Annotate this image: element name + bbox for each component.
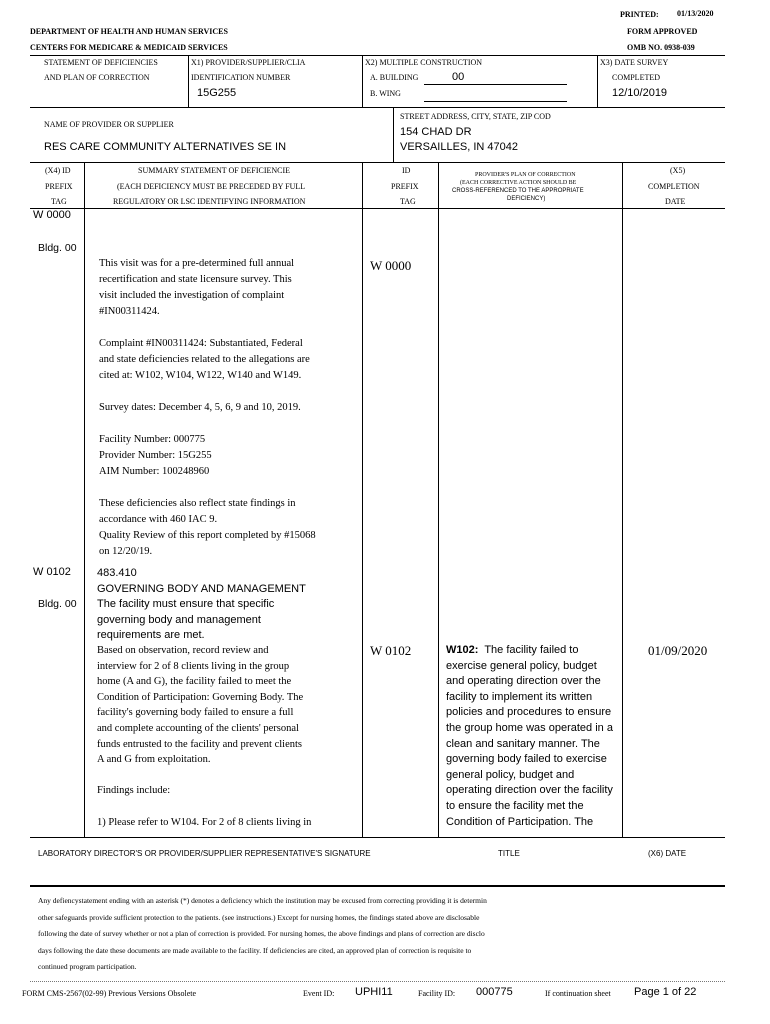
entry1-p3-l1: Survey dates: December 4, 5, 6, 9 and 10, 2019.	[99, 402, 301, 413]
entry1-p5-l3: Quality Review of this report completed by #15068	[99, 530, 316, 541]
entry2-plan-first: The facility failed to	[478, 644, 579, 656]
provider-id-value: 15G255	[197, 87, 237, 99]
entry1-bldg: Bldg. 00	[38, 242, 77, 254]
entry1-p2-l2: and state deficiencies related to the allegations are	[99, 354, 310, 365]
id-header-2: PREFIX	[391, 182, 419, 191]
entry1-p5-l2: accordance with 460 IAC 9.	[99, 514, 218, 525]
provider-name-label: NAME OF PROVIDER OR SUPPLIER	[44, 120, 174, 129]
x4-header-2: PREFIX	[45, 182, 73, 191]
footer-form: FORM CMS-2567(02-99) Previous Versions Obsolete	[22, 989, 197, 998]
entry2-plan-l2: exercise general policy, budget	[446, 659, 597, 672]
entry2-plan-tag: W102:	[446, 644, 479, 656]
entry2-id-tag: W 0102	[370, 643, 412, 658]
address-city: VERSAILLES, IN 47042	[400, 141, 519, 153]
omb-number: OMB NO. 0938-039	[627, 43, 695, 52]
entry2-regulation	[97, 566, 306, 644]
disclaimer-l3: following the date of survey whether or not a plan of correction is provided. For nursing homes, the above findings and plans of correction are disclo	[38, 929, 485, 938]
entry2-plan-l12: Condition of Participation. The	[446, 815, 594, 828]
entry2-tag: W 0102	[33, 566, 71, 578]
entry2-body-l3: home (A and G), the facility failed to meet the	[97, 676, 292, 688]
building-label: A. BUILDING	[370, 73, 419, 82]
entry1-tag: W 0000	[33, 209, 71, 221]
entry2-reg-l3: The facility must ensure that specific	[97, 598, 275, 611]
entry1-p2-l1: Complaint #IN00311424: Substantiated, Federal	[99, 338, 303, 349]
printed-label: PRINTED:	[620, 10, 659, 19]
entry2-plan-l11: to ensure the facility met the	[446, 799, 584, 812]
entry1-p2-l3: cited at: W102, W104, W122, W140 and W149.	[99, 370, 302, 381]
summary-header-1: SUMMARY STATEMENT OF DEFICIENCIE	[138, 166, 291, 175]
x2-label: X2) MULTIPLE CONSTRUCTION	[365, 58, 483, 67]
disclaimer-l4: days following the date these documents are made available to the facility. If deficiencies are cited, an approved plan of correction is requisite to	[38, 945, 472, 955]
entry2-refer: 1) Please refer to W104. For 2 of 8 clients living in	[97, 816, 312, 828]
entry1-id-tag: W 0000	[370, 258, 412, 273]
x5-header-1: (X5)	[670, 166, 686, 175]
footer-facility-id: 000775	[476, 986, 513, 998]
summary-header-2: (EACH DEFICIENCY MUST BE PRECEDED BY FULL	[117, 182, 306, 191]
plan-header-2: (EACH CORRECTIVE ACTION SHOULD BE	[460, 180, 577, 186]
entry1-p4-l1: Facility Number: 000775	[99, 434, 206, 445]
entry2-plan-l6: the group home was operated in a	[446, 721, 613, 734]
form-approved: FORM APPROVED	[627, 27, 698, 36]
x3-label-1: X3) DATE SURVEY	[600, 58, 669, 67]
x3-label-2: COMPLETED	[612, 73, 660, 82]
entry1-p1-l1: This visit was for a pre-determined full annual	[99, 258, 295, 269]
entry2-body-l1: Based on observation, record review and	[97, 645, 269, 656]
entry2-plan-l3: and operating direction over the	[446, 675, 601, 688]
address-label: STREET ADDRESS, CITY, STATE, ZIP COD	[400, 112, 551, 121]
entry2-plan-l9: general policy, budget and	[446, 768, 575, 781]
address-street: 154 CHAD DR	[400, 126, 472, 138]
entry1-p4-l2: Provider Number: 15G255	[99, 450, 212, 461]
entry2-reg-l2: GOVERNING BODY AND MANAGEMENT	[97, 582, 306, 595]
disclaimer-l2: other safeguards provide sufficient protection to the patients. (see instructions.) Except for nursing homes, the findings stated above are disclosable	[38, 912, 480, 922]
building-value: 00	[452, 71, 465, 83]
id-header-3: TAG	[400, 197, 416, 206]
plan-header-3: CROSS-REFERENCED TO THE APPROPRIATE	[452, 188, 584, 194]
entry2-body-l4: Condition of Participation: Governing Body. The	[97, 691, 304, 703]
entry2-plan-l8: governing body failed to exercise	[446, 753, 607, 766]
entry1-p5-l1: These deficiencies also reflect state findings in	[99, 498, 296, 509]
agency-centers: CENTERS FOR MEDICARE & MEDICAID SERVICES	[30, 43, 228, 52]
entry2-reg-l5: requirements are met.	[97, 629, 205, 642]
x4-header-3: TAG	[51, 197, 67, 206]
entry2-body-l2: interview for 2 of 8 clients living in the group	[97, 660, 290, 672]
provider-name: RES CARE COMMUNITY ALTERNATIVES SE IN	[44, 141, 287, 153]
entry2-reg-l1: 483.410	[97, 567, 137, 579]
x1-label-2: IDENTIFICATION NUMBER	[191, 73, 291, 82]
footer-event-id: UPHI11	[355, 986, 393, 998]
entry2-plan-l10: operating direction over the facility	[446, 784, 613, 797]
entry2-body	[97, 643, 311, 830]
x5-header-2: COMPLETION	[648, 182, 700, 191]
entry1-p5-l4: on 12/20/19.	[99, 546, 153, 557]
x1-label-1: X1) PROVIDER/SUPPLIER/CLIA	[191, 58, 306, 67]
footer-event-label: Event ID:	[303, 989, 335, 998]
entry2-plan-l5: policies and procedures to ensure	[446, 706, 612, 719]
agency-dept: DEPARTMENT OF HEALTH AND HUMAN SERVICES	[30, 27, 228, 36]
signature-label: LABORATORY DIRECTOR'S OR PROVIDER/SUPPLIER REPRESENTATIVE'S SIGNATURE	[38, 849, 371, 858]
entry2-reg-l4: governing body and management	[97, 613, 261, 626]
disclaimer-l5: continued program participation.	[38, 962, 137, 971]
entry1-p4-l3: AIM Number: 100248960	[99, 466, 210, 477]
disclaimer	[38, 893, 487, 976]
entry1-p1-l4: #IN00311424.	[99, 306, 160, 317]
entry2-bldg: Bldg. 00	[38, 598, 77, 610]
statement-label-2: AND PLAN OF CORRECTION	[44, 73, 150, 82]
footer-facility-label: Facility ID:	[418, 989, 456, 998]
plan-header-1: PROVIDER'S PLAN OF CORRECTION	[475, 172, 576, 178]
x4-header-1: (X4) ID	[45, 166, 71, 175]
id-header-1: ID	[402, 166, 411, 175]
entry2-body-l7: funds entrusted to the facility and prevent clients	[97, 738, 302, 750]
wing-label: B. WING	[370, 89, 401, 98]
statement-label-1: STATEMENT OF DEFICIENCIES	[44, 58, 158, 67]
disclaimer-l1: Any defiencystatement ending with an asterisk (*) denotes a deficiency which the institution may be excused from correcting providing it is determin	[38, 896, 487, 905]
plan-header-4: DEFICIENCY)	[507, 196, 546, 202]
entry1-p1-l3: visit included the investigation of complaint	[99, 290, 285, 301]
entry2-plan-l4: facility to implement its written	[446, 690, 593, 703]
x5-header-3: DATE	[665, 197, 686, 206]
entry2-completion-date: 01/09/2020	[648, 643, 708, 658]
footer-page: Page 1 of 22	[634, 986, 697, 998]
title-label: TITLE	[498, 849, 520, 858]
entry1-summary	[99, 256, 316, 560]
summary-header-3: REGULATORY OR LSC IDENTIFYING INFORMATION	[113, 197, 306, 206]
footer-continuation: If continuation sheet	[545, 989, 611, 998]
entry1-p1-l2: recertification and state licensure survey. This	[99, 274, 292, 285]
entry2-plan	[446, 643, 613, 830]
entry2-plan-l7: clean and sanitary manner. The	[446, 737, 600, 750]
entry2-body-l6: and complete accounting of the clients' personal	[97, 722, 299, 734]
entry2-body-l8: A and G from exploitation.	[97, 754, 211, 766]
entry2-findings: Findings include:	[97, 785, 171, 797]
entry2-body-l5: facility's governing body failed to ensure a full	[97, 707, 294, 719]
survey-date-value: 12/10/2019	[612, 87, 668, 99]
x6-date-label: (X6) DATE	[648, 849, 687, 858]
printed-date: 01/13/2020	[677, 9, 714, 18]
